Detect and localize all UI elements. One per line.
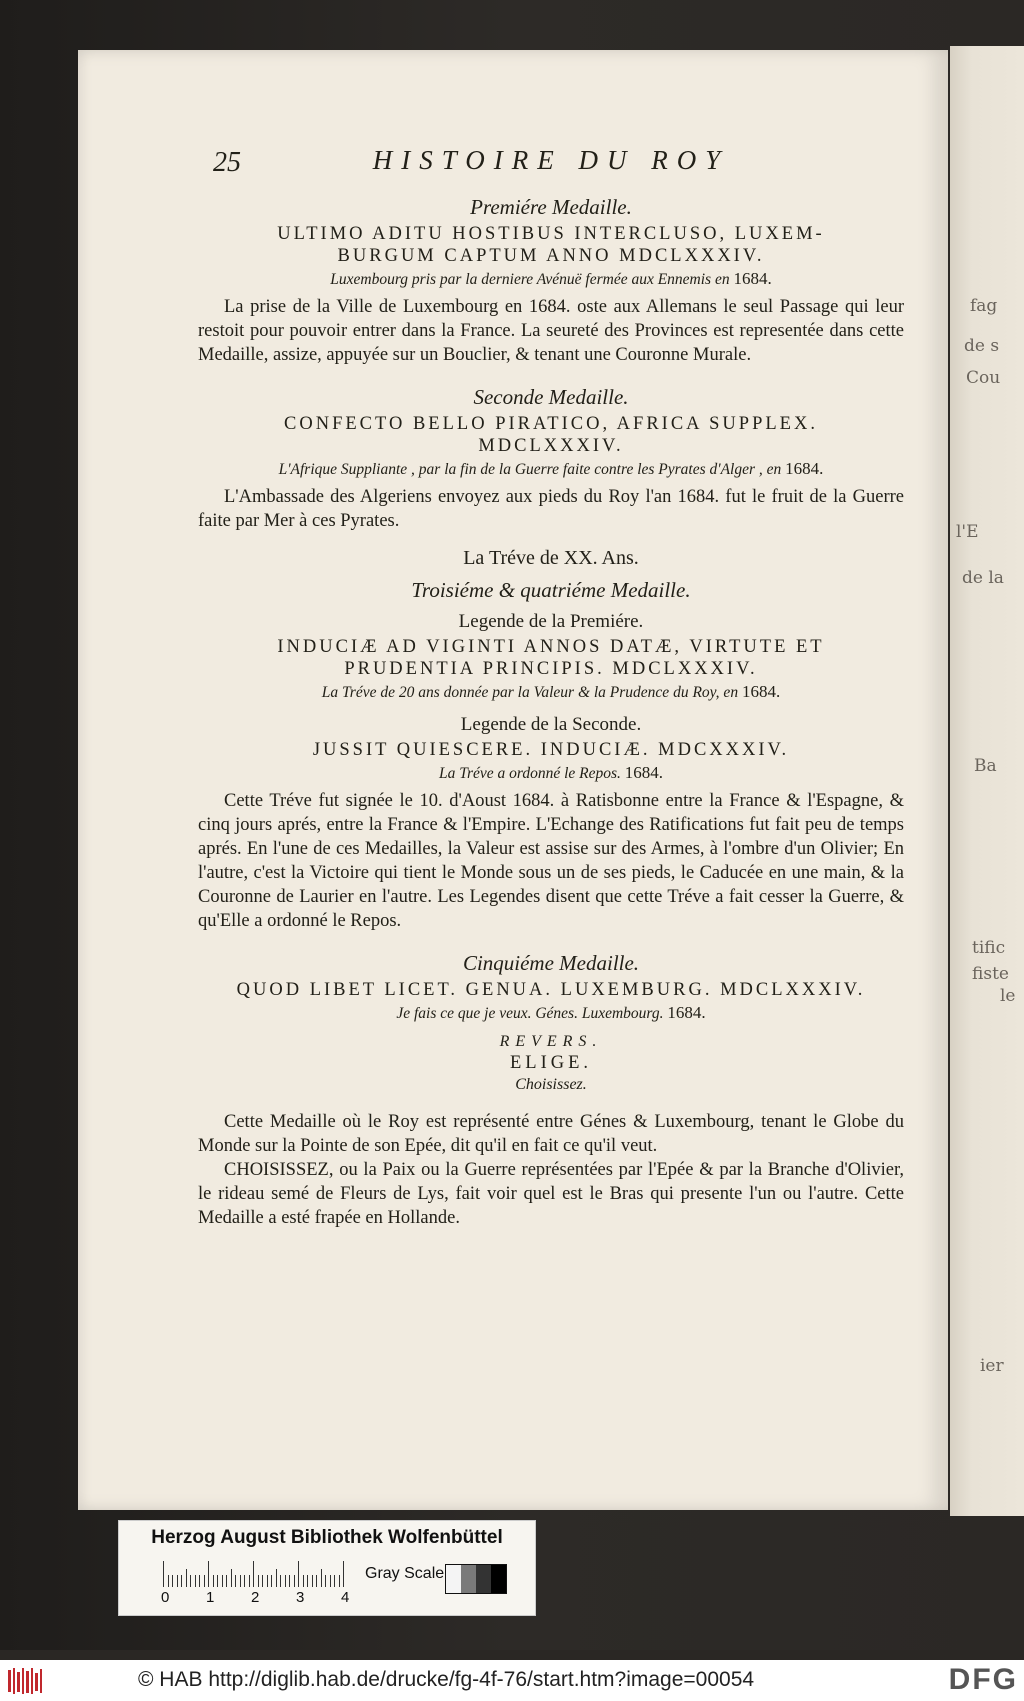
running-title: HISTOIRE DU ROY (372, 145, 730, 175)
ruler-number: 2 (251, 1589, 260, 1606)
ruler-tick (217, 1575, 218, 1587)
ruler-tick (190, 1575, 191, 1587)
ruler-tick (244, 1575, 245, 1587)
ruler-tick (334, 1575, 335, 1587)
bleed-text: de la (962, 568, 1004, 588)
ruler-tick (289, 1575, 290, 1587)
medal-title: Premiére Medaille. (470, 195, 632, 219)
ruler-tick (240, 1575, 241, 1587)
ruler-number: 1 (206, 1589, 215, 1606)
translation-text: La Tréve de 20 ans donnée par la Valeur & la Prudence du Roy, en (321, 684, 739, 701)
ruler-tick (253, 1561, 254, 1587)
gray-scale-swatches (445, 1564, 507, 1594)
ruler-tick (267, 1575, 268, 1587)
gray-swatch (446, 1565, 461, 1593)
medal-legend: ULTIMO ADITU HOSTIBUS INTERCLUSO, LUXEM- (277, 224, 825, 244)
translation-text: La Tréve a ordonné le Repos. (438, 765, 621, 782)
ruler-tick (231, 1569, 232, 1587)
ruler-tick (204, 1575, 205, 1587)
ruler-tick (186, 1569, 187, 1587)
translation-text: Je fais ce que je veux. Génes. Luxembourg. (396, 1005, 664, 1022)
dfg-logo: DFG (948, 1663, 1018, 1696)
ruler-tick (325, 1575, 326, 1587)
body-paragraph: La prise de la Ville de Luxembourg en 1684. oste aux Allemans le seul Passage qui leur restoit pour pouvoir entrer dans la France. La seureté des Provinces est representée dans cette Medaille, assize, appuyée sur un Bouclier, & tenant une Couronne Murale. (198, 297, 904, 365)
revers-translation: Choisissez. (515, 1076, 587, 1093)
ruler-tick (339, 1575, 340, 1587)
ruler-tick (316, 1575, 317, 1587)
ruler-tick (262, 1575, 263, 1587)
translation-text: L'Afrique Suppliante , par la fin de la Guerre faite contre les Pyrates d'Alger , en (278, 461, 782, 478)
ruler-tick (330, 1575, 331, 1587)
footer-bar (0, 1660, 1024, 1701)
ruler-tick (226, 1575, 227, 1587)
source-link[interactable]: © HAB http://diglib.hab.de/drucke/fg-4f-76/start.htm?image=00054 (138, 1668, 755, 1691)
bleed-text: Ba (974, 756, 997, 776)
bleed-text: le (1000, 986, 1016, 1006)
medal-title: Troisiéme & quatriéme Medaille. (411, 578, 691, 602)
bleed-text: Cou (966, 368, 1001, 388)
translation-year: 1684. (741, 682, 781, 701)
translation-year: 1684. (733, 269, 772, 288)
body-paragraph: Cette Medaille où le Roy est représenté entre Génes & Luxembourg, tenant le Globe du Monde sur la Pointe de son Epée, dit qu'il en fait ce qu'il veut. (198, 1112, 904, 1156)
medal-title: Cinquiéme Medaille. (462, 951, 640, 975)
ruler-tick (168, 1575, 169, 1587)
ruler-tick (258, 1575, 259, 1587)
hab-barcode-icon (6, 1666, 46, 1696)
body-paragraph: Cette Tréve fut signée le 10. d'Aoust 1684. à Ratisbonne entre la France & l'Espagne, & cinq jours aprés, entre la France & l'Empire. L'Echange des Ratifications fut fait peu de temps aprés. En l'une de ces Medailles, la Valeur est assise sur des Armes, à l'ombre d'un Olivier; En l'autre, c'est la Victoire qui tient le Monde sous un de ses pieds, le Caducée en une main, & la Couronne de Laurier en l'autre. Les Legendes disent que cette Tréve a fait cesser la Guerre, & qu'Elle a ordonné le Repos. (198, 791, 904, 931)
medal-legend: CONFECTO BELLO PIRATICO, AFRICA SUPPLEX. (284, 414, 818, 434)
bleed-text: fiste (972, 964, 1009, 984)
ruler-tick (312, 1575, 313, 1587)
ruler-tick (199, 1575, 200, 1587)
translation-year: 1684. (785, 459, 824, 478)
color-calibration-bar (118, 1520, 536, 1616)
ruler-tick (307, 1575, 308, 1587)
scale-ruler (163, 1561, 353, 1587)
revers-heading: REVERS. (499, 1033, 603, 1050)
ruler-tick (294, 1575, 295, 1587)
gray-swatch (476, 1565, 491, 1593)
legend-heading: Legende de la Seconde. (460, 714, 642, 735)
ruler-tick (222, 1575, 223, 1587)
ruler-tick (235, 1575, 236, 1587)
ruler-tick (298, 1561, 299, 1587)
revers-legend: ELIGE. (509, 1053, 593, 1073)
medal-translation (198, 269, 904, 289)
medal-translation (198, 1003, 904, 1023)
bleed-text: de s (964, 336, 1000, 356)
ruler-tick (271, 1575, 272, 1587)
ruler-tick (249, 1575, 250, 1587)
ruler-tick (285, 1575, 286, 1587)
medal-title: Seconde Medaille. (473, 385, 629, 409)
institution-name: Herzog August Bibliothek Wolfenbüttel (151, 1527, 503, 1548)
medal-translation (198, 459, 904, 479)
ruler-tick (213, 1575, 214, 1587)
gray-swatch (491, 1565, 506, 1593)
gray-scale-label: Gray Scale (365, 1565, 445, 1582)
medal-legend: BURGUM CAPTUM ANNO MDCLXXXIV. (337, 246, 765, 266)
medal-translation (198, 682, 904, 702)
ruler-tick (303, 1575, 304, 1587)
adjacent-page-edge (950, 46, 1024, 1516)
bleed-text: fag (970, 296, 998, 316)
ruler-number: 0 (161, 1589, 170, 1606)
medal-legend: PRUDENTIA PRINCIPIS. MDCLXXXIV. (344, 659, 758, 679)
ruler-tick (208, 1561, 209, 1587)
page-header (198, 145, 904, 189)
ruler-tick (343, 1561, 344, 1587)
gray-swatch (461, 1565, 476, 1593)
medal-legend: MDCLXXXIV. (478, 436, 624, 456)
medal-translation (198, 763, 904, 783)
ruler-tick (321, 1569, 322, 1587)
bleed-text: ier (980, 1356, 1004, 1376)
section-heading: La Tréve de XX. Ans. (463, 547, 639, 569)
translation-text: Luxembourg pris par la derniere Avénuë fermée aux Ennemis en (330, 271, 730, 288)
translation-year: 1684. (624, 763, 664, 782)
translation-year: 1684. (667, 1003, 706, 1022)
page-content (198, 145, 904, 1230)
ruler-tick (172, 1575, 173, 1587)
bleed-text: tific (972, 938, 1006, 958)
medal-legend: JUSSIT QUIESCERE. INDUCIÆ. MDCXXXIV. (312, 740, 790, 760)
page-number: 25 (213, 147, 241, 178)
body-paragraph: CHOISISSEZ, ou la Paix ou la Guerre représentées par l'Epée & par la Branche d'Olivier, le rideau semé de Fleurs de Lys, fait voir quel est le Bras qui presente l'un ou l'autre. Cette Medaille a esté frapée en Hollande. (198, 1160, 904, 1228)
medal-legend: QUOD LIBET LICET. GENUA. LUXEMBURG. MDCLXXXIV. (236, 980, 866, 1000)
ruler-tick (195, 1575, 196, 1587)
ruler-tick (280, 1575, 281, 1587)
ruler-tick (181, 1575, 182, 1587)
ruler-number: 4 (341, 1589, 350, 1606)
body-paragraph: L'Ambassade des Algeriens envoyez aux pieds du Roy l'an 1684. fut le fruit de la Guerre faite par Mer à ces Pyrates. (198, 487, 904, 531)
bleed-text: l'E (956, 522, 979, 542)
legend-heading: Legende de la Premiére. (458, 611, 644, 632)
ruler-tick (177, 1575, 178, 1587)
ruler-tick (163, 1561, 164, 1587)
ruler-number: 3 (296, 1589, 305, 1606)
medal-legend: INDUCIÆ AD VIGINTI ANNOS DATÆ, VIRTUTE ET (277, 637, 825, 657)
ruler-tick (276, 1569, 277, 1587)
